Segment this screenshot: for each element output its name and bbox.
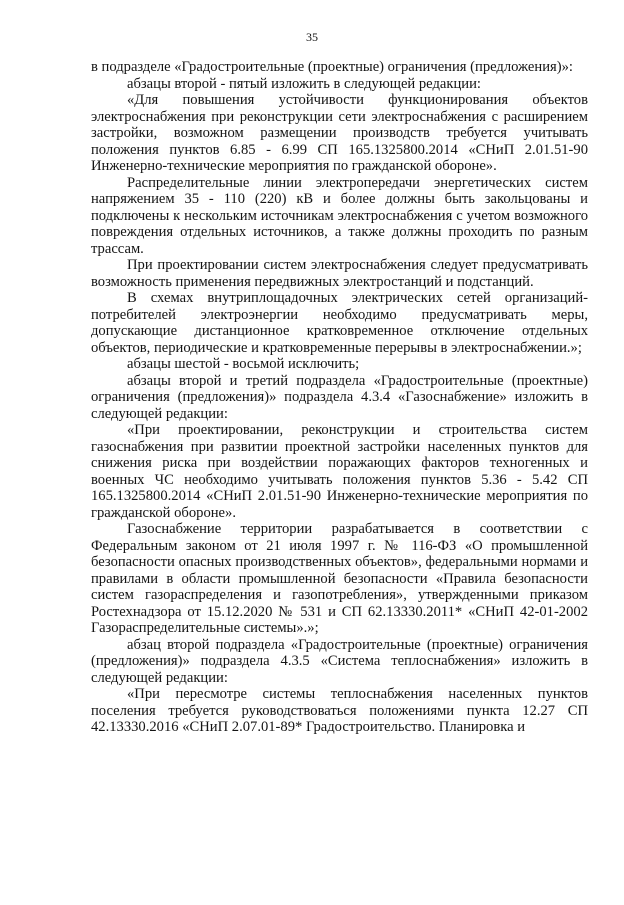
paragraph-heat-supply-instruction: абзац второй подраздела «Градостроительные (проектные) ограничения (предложения)» подраздела 4.3.5 «Система теплоснабжения» изложить в следующей редакции: <box>91 636 588 686</box>
paragraph-power-supply-resilience: «Для повышения устойчивости функционирования объектов электроснабжения при реконструкции сети электроснабжения с расширением застройки, возможном размещении производств требуется учитывать положения пунктов 6.85 - 6.99 СП 165.1325800.2014 «СНиП 2.01.51-90 Инженерно-технические мероприятия по гражданской обороне». <box>91 92 588 174</box>
paragraph-mobile-power-stations: При проектировании систем электроснабжения следует предусматривать возможность применения передвижных электростанций и подстанций. <box>91 257 588 290</box>
paragraph-gas-supply-instruction: абзацы второй и третий подраздела «Градостроительные (проектные) ограничения (предложения)» подраздела 4.3.4 «Газоснабжение» изложить в следующей редакции: <box>91 372 588 422</box>
page-number: 35 <box>306 30 318 44</box>
paragraph-distribution-lines: Распределительные линии электропередачи энергетических систем напряжением 35 - 110 (220) кВ и более должны быть закольцованы и подключены к нескольким источникам электроснабжения с учетом возможного повреждения отдельных источников, а также должны проходить по разным трассам. <box>91 174 588 257</box>
paragraph-exclude-6-8: абзацы шестой - восьмой исключить; <box>127 356 360 372</box>
paragraph-on-site-networks: В схемах внутриплощадочных электрических сетей организаций-потребителей электроэнергии необходимо предусматривать меры, допускающие дистанционное кратковременное отключение отдельных объектов, периодические и кратковременные перерывы в электроснабжении.»; <box>91 290 588 356</box>
document-body <box>91 59 588 736</box>
paragraph-heat-supply-revision: «При пересмотре системы теплоснабжения населенных пунктов поселения требуется руководствоваться положениями пункта 12.27 СП 42.13330.2016 «СНиП 2.07.01-89* Градостроительство. Планировка и <box>91 686 588 735</box>
paragraph-subsection-reference: в подразделе «Градостроительные (проектные) ограничения (предложения)»: <box>91 59 573 75</box>
paragraph-gas-supply-design: «При проектировании, реконструкции и строительства систем газоснабжения при развитии проектной застройки населенных пунктов для снижения риска при воздействии поражающих факторов техногенных и военных ЧС необходимо учитывать положения пунктов 5.36 - 5.42 СП 165.1325800.2014 «СНиП 2.01.51-90 Инженерно-технические мероприятия по гражданской обороне». <box>91 422 588 521</box>
paragraph-gas-supply-legislation: Газоснабжение территории разрабатывается в соответствии с Федеральным законом от 21 июля 1997 г. № 116-ФЗ «О промышленной безопасности опасных производственных объектов», федеральными нормами и правилами в области промышленной безопасности «Правила безопасности систем газораспределения и газопотребления», утвержденными приказом Ростехнадзора от 15.12.2020 № 531 и СП 62.13330.2011* «СНиП 42-01-2002 Газораспределительные системы».»; <box>91 521 588 636</box>
paragraph-instruction-paragraphs-2-5: абзацы второй - пятый изложить в следующей редакции: <box>127 75 481 92</box>
